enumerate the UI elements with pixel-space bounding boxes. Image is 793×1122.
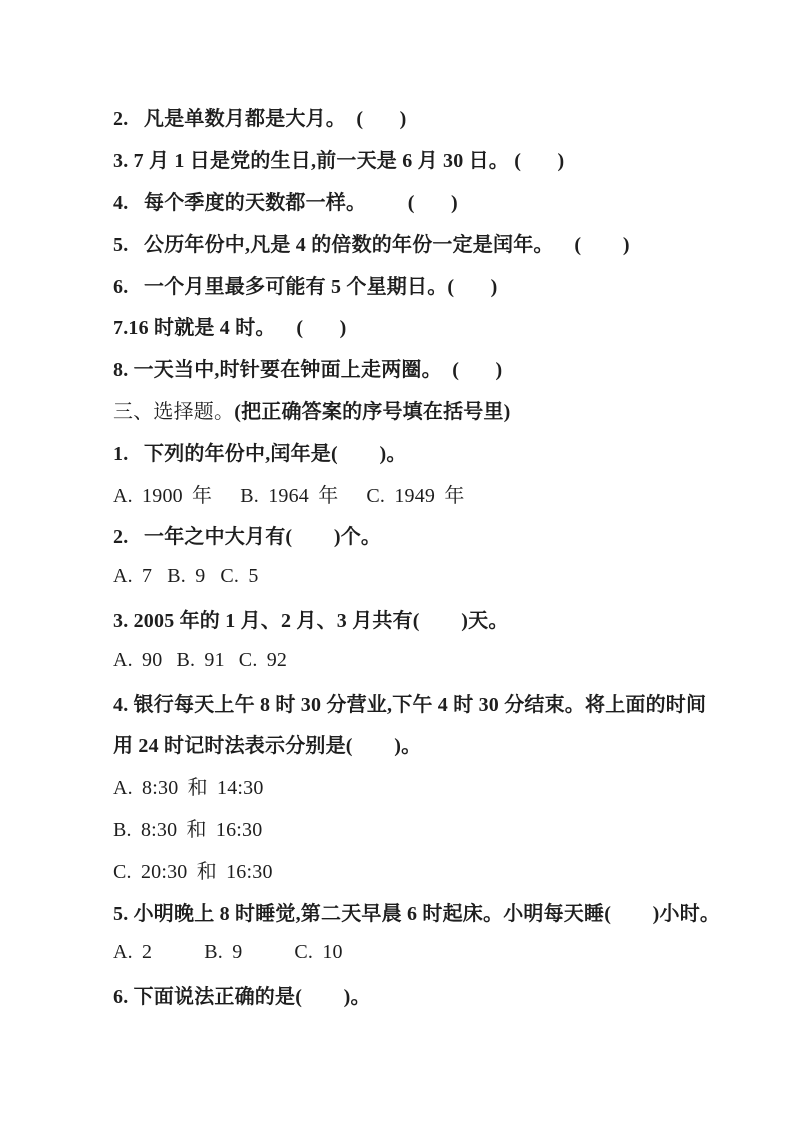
question-stem: 3. 2005 年的 1 月、2 月、3 月共有( )天。 — [113, 609, 509, 632]
tf-item-2 — [0, 96, 793, 138]
option-b: B. 8:30 和 16:30 — [113, 818, 263, 841]
option-b: B. 9 — [204, 941, 243, 964]
option-c: C. 92 — [238, 648, 288, 671]
option-b: B. 1964 年 — [240, 484, 339, 507]
tf-item-7 — [0, 305, 793, 347]
tf-item-3 — [0, 138, 793, 180]
choice-section — [0, 389, 793, 1016]
question-stem: 6. 下面说法正确的是( )。 — [113, 986, 371, 1009]
option-c: C. 5 — [220, 565, 259, 588]
tf-item-4 — [0, 180, 793, 222]
choice-heading-note: (把正确答案的序号填在括号里) — [234, 400, 511, 423]
true-false-section — [0, 96, 793, 389]
choice-q3-stem — [0, 598, 793, 640]
tf-item-8 — [0, 347, 793, 389]
tf-item-text: 4. 每个季度的天数都一样。 ( ) — [113, 191, 458, 214]
choice-q4-option-c — [0, 848, 793, 890]
choice-q2-options — [0, 556, 793, 598]
tf-item-text: 6. 一个月里最多可能有 5 个星期日。( ) — [113, 275, 498, 298]
choice-q5-options — [0, 932, 793, 974]
tf-item-5 — [0, 221, 793, 263]
question-stem: 5. 小明晚上 8 时睡觉,第二天早晨 6 时起床。小明每天睡( )小时。 — [113, 902, 721, 925]
tf-item-6 — [0, 263, 793, 305]
option-a: A. 8:30 和 14:30 — [113, 777, 264, 800]
choice-q5-stem — [0, 890, 793, 932]
choice-heading-title: 三、选择题。 — [113, 400, 235, 423]
choice-q4-option-b — [0, 807, 793, 849]
option-b: B. 91 — [176, 648, 225, 671]
question-stem: 用 24 时记时法表示分别是( )。 — [113, 735, 422, 758]
question-stem: 2. 一年之中大月有( )个。 — [113, 526, 382, 549]
tf-item-text: 3. 7 月 1 日是党的生日,前一天是 6 月 30 日。 ( ) — [113, 150, 565, 173]
option-a: A. 1900 年 — [113, 484, 213, 507]
option-a: A. 90 — [113, 648, 163, 671]
option-c: C. 1949 年 — [366, 484, 465, 507]
tf-item-text: 7.16 时就是 4 时。 ( ) — [113, 317, 347, 340]
choice-section-heading — [0, 389, 793, 431]
tf-item-text: 5. 公历年份中,凡是 4 的倍数的年份一定是闰年。 ( ) — [113, 233, 630, 256]
choice-q2-stem — [0, 514, 793, 556]
choice-q3-options — [0, 639, 793, 681]
option-b: B. 9 — [167, 565, 206, 588]
tf-item-text: 8. 一天当中,时针要在钟面上走两圈。 ( ) — [113, 359, 503, 382]
option-a: A. 7 — [113, 565, 153, 588]
tf-item-text: 2. 凡是单数月都是大月。 ( ) — [113, 108, 407, 131]
choice-q6-stem — [0, 974, 793, 1016]
option-c: C. 10 — [294, 941, 343, 964]
choice-q4-stem-line1 — [0, 681, 793, 723]
option-a: A. 2 — [113, 941, 153, 964]
choice-q4-stem-line2 — [0, 723, 793, 765]
choice-q4-option-a — [0, 765, 793, 807]
option-c: C. 20:30 和 16:30 — [113, 860, 273, 883]
choice-q1-options — [0, 472, 793, 514]
question-stem: 1. 下列的年份中,闰年是( )。 — [113, 442, 407, 465]
choice-q1-stem — [0, 430, 793, 472]
question-stem: 4. 银行每天上午 8 时 30 分营业,下午 4 时 30 分结束。将上面的时间 — [113, 693, 707, 716]
